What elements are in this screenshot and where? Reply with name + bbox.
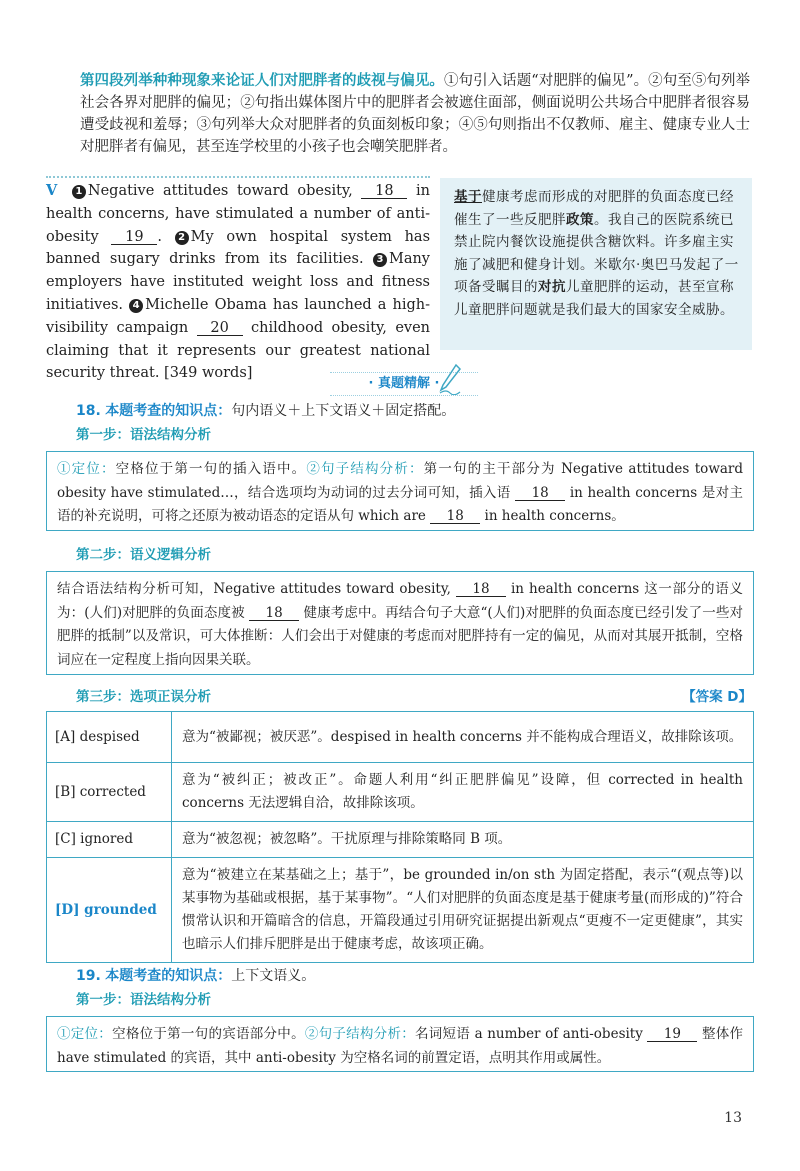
q19-title-label: 本题考查的知识点： xyxy=(105,968,232,984)
q18-step2-heading: 第二步：语义逻辑分析 xyxy=(76,547,211,563)
q19-b1-t3: 整体作 have stimulated 的宾语，其中 anti-obesity 为空格名词的前置定语，点明其作用或属性。 xyxy=(57,1026,744,1066)
blank-20: 20 xyxy=(197,321,243,336)
option-b-text: 意为“被纠正；被改正”。命题人利用“纠正肥胖偏见”设障，但 corrected in health concerns 无法逻辑自洽，故排除该项。 xyxy=(172,763,754,822)
english-passage xyxy=(46,180,430,385)
translation-key-2: 政策 xyxy=(566,211,594,228)
option-a-key: [A] despised xyxy=(47,712,172,763)
page-number: 13 xyxy=(724,1110,742,1126)
q18-b2-blank2: 18 xyxy=(249,606,299,621)
pen-icon xyxy=(438,363,462,395)
q19-b1-tag1: ①定位： xyxy=(57,1026,113,1042)
translation-key-3: 对抗 xyxy=(538,279,566,295)
q19-b1-t1: 空格位于第一句的宾语部分中。 xyxy=(112,1026,305,1042)
option-c-key: [C] ignored xyxy=(47,822,172,858)
option-row-a xyxy=(47,712,754,763)
q18-step3-heading: 第三步：选项正误分析 xyxy=(76,689,211,705)
q18-b1-blank2: 18 xyxy=(430,509,480,524)
option-d-key: [D] grounded xyxy=(47,858,172,963)
q18-title xyxy=(76,401,455,421)
sentence-3: Many employers have instituted weight loss and fitness initiatives. xyxy=(46,251,430,313)
section-banner: · 真题精解 · xyxy=(330,372,478,396)
q18-number: 18. xyxy=(76,403,101,419)
q18-step1-box xyxy=(46,451,754,531)
q19-step1-box xyxy=(46,1016,754,1072)
q19-b1-blank1: 19 xyxy=(647,1027,697,1042)
q19-title xyxy=(76,966,315,986)
option-a-text: 意为“被鄙视；被厌恶”。despised in health concerns 并不能构成合理语义，故排除该项。 xyxy=(172,712,754,763)
options-table xyxy=(46,711,754,963)
intro-paragraph xyxy=(80,70,750,158)
option-row-d xyxy=(47,858,754,963)
q18-b2-t1: 结合语法结构分析可知，Negative attitudes toward obesity, xyxy=(57,581,451,597)
option-row-b xyxy=(47,763,754,822)
intro-lead: 第四段列举种种现象来论证人们对肥胖者的歧视与偏见。 xyxy=(80,72,444,89)
sentence-number-1: 1 xyxy=(72,185,86,199)
word-count: [349 words] xyxy=(164,365,253,382)
q18-title-text: 句内语义＋上下文语义＋固定搭配。 xyxy=(231,403,456,419)
q18-step2-box xyxy=(46,571,754,675)
sentence-4a: Michelle Obama has launched a high-visibility campaign xyxy=(46,296,431,336)
option-row-c xyxy=(47,822,754,858)
q18-b2-t2: in health concerns 这一部分的语义为：(人们)对肥胖的负面态度被 xyxy=(57,581,743,621)
q18-b1-t3: in health concerns 是对主语的补充说明，可将之还原为被动语态的定语从句 which are xyxy=(57,484,743,524)
q18-b1-tag2: ②句子结构分析： xyxy=(306,461,424,477)
intro-rest: ①句引入话题“对肥胖的偏见”。②句至⑤句列举社会各界对肥胖的偏见；②句指出媒体图片中的肥胖者会被遮住面部，侧面说明公共场合中肥胖者很容易遭受歧视和羞辱；③句列举大众对肥胖者的负面刻板印象；④⑤句则指出不仅教师、雇主、健康专业人士对肥胖者有偏见，甚至连学校里的小孩子也会嘲笑肥胖者。 xyxy=(80,73,750,155)
q18-b1-t1: 空格位于第一句的插入语中。 xyxy=(115,461,307,477)
translation-text-3: 儿童肥胖的运动，甚至宣称儿童肥胖问题就是我们最大的国家安全威胁。 xyxy=(454,279,734,318)
q18-answer: 【答案 D】 xyxy=(682,689,752,705)
q19-b1-t2: 名词短语 a number of anti-obesity xyxy=(415,1026,643,1042)
q18-b1-t4: in health concerns。 xyxy=(484,508,625,524)
q19-number: 19. xyxy=(76,968,101,984)
option-d-text: 意为“被建立在某基础之上；基于”，be grounded in/on sth 为固定搭配，表示“(观点等)以某事物为基础或根据，基于某事物”。“人们对肥胖的负面态度是基于健康考量(而形成的)”符合惯常认识和开篇暗含的信息，开篇段通过引用研究证据提出新观点“更瘦不一定更健康”，其实也暗示人们排斥肥胖是出于健康考虑，故该项正确。 xyxy=(172,858,754,963)
blank-18: 18 xyxy=(361,184,407,199)
sentence-1c: . xyxy=(157,228,162,245)
translation-text-1: 健康考虑而形成的对肥胖的负面态度已经催生了一些反肥胖 xyxy=(454,189,734,228)
blank-19: 19 xyxy=(111,230,157,245)
sentence-1a: Negative attitudes toward obesity, xyxy=(87,183,353,199)
translation-box xyxy=(440,178,752,350)
q18-b2-t3: 健康考虑中。再结合句子大意“(人们)对肥胖的负面态度已经引发了一些对肥胖的抵制”以及常识，可大体推断：人们会出于对健康的考虑而对肥胖持有一定的偏见，从而对其展开抵制，空格词应在一定程度上指向因果关联。 xyxy=(57,604,743,668)
dotted-divider xyxy=(46,176,430,178)
sentence-4b: childhood obesity, even claiming that it represents our greatest national security threat. xyxy=(46,319,431,382)
q18-step1-heading: 第一步：语法结构分析 xyxy=(76,427,211,443)
sentence-number-2: 2 xyxy=(175,231,189,245)
q18-b2-blank1: 18 xyxy=(456,582,506,597)
translation-text-2: 。我自己的医院系统已禁止院内餐饮设施提供含糖饮料。许多雇主实施了减肥和健身计划。米歇尔·奥巴马发起了一项备受瞩目的 xyxy=(454,211,739,295)
translation-key-1: 基于 xyxy=(454,189,482,205)
option-b-key: [B] corrected xyxy=(47,763,172,822)
sentence-2: My own hospital system has banned sugary drinks from its facilities. xyxy=(46,228,431,268)
sentence-number-3: 3 xyxy=(373,253,387,267)
q18-b1-blank1: 18 xyxy=(515,486,565,501)
q18-title-label: 本题考查的知识点： xyxy=(105,403,232,419)
sentence-1b: in health concerns, have stimulated a number of anti-obesity xyxy=(46,183,431,245)
q19-title-text: 上下文语义。 xyxy=(231,968,316,984)
q19-b1-tag2: ②句子结构分析： xyxy=(304,1026,415,1042)
paragraph-marker: V xyxy=(46,182,58,199)
sentence-number-4: 4 xyxy=(129,299,143,313)
q18-b1-tag1: ①定位： xyxy=(57,461,116,477)
q18-b1-t2: 第一句的主干部分为 Negative attitudes toward obesity have stimulated…，结合选项均为动词的过去分词可知，插入语 xyxy=(57,461,744,501)
q19-step1-heading: 第一步：语法结构分析 xyxy=(76,992,211,1008)
option-c-text: 意为“被忽视；被忽略”。干扰原理与排除策略同 B 项。 xyxy=(172,822,754,858)
